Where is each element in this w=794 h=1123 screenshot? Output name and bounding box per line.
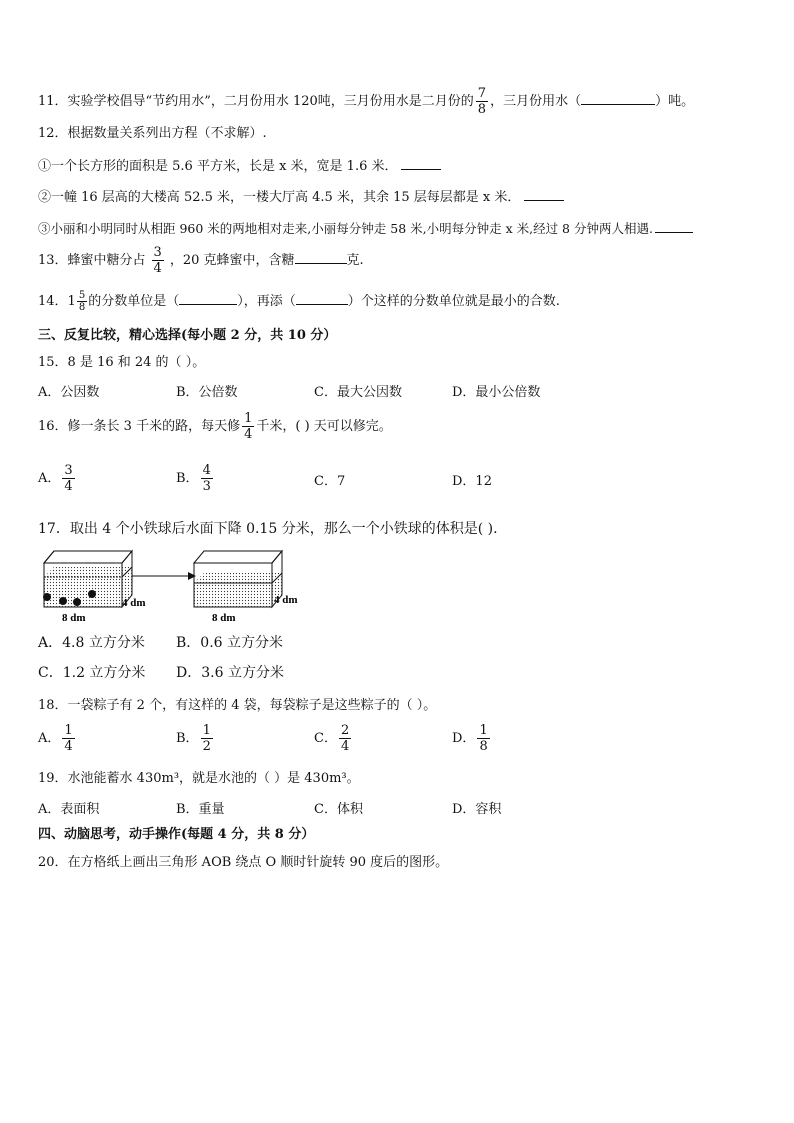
q14-fraction	[77, 290, 87, 313]
q18-option-d-label: D．	[452, 731, 476, 746]
tank-after-height-label: 4 dm	[274, 594, 298, 606]
q12-item-1-blank[interactable]	[401, 157, 441, 170]
q13-fraction	[152, 245, 164, 276]
q16-option-b[interactable]	[176, 463, 215, 494]
tank-before-icon	[44, 551, 133, 607]
q17-option-d[interactable]: D．3.6 立方分米	[176, 665, 284, 681]
q13-text-mid: ，20 克蜂蜜中，含糖	[169, 253, 295, 268]
q15-option-b[interactable]: B．公倍数	[176, 385, 238, 400]
q11-frac-denominator: 8	[477, 102, 487, 117]
section-3-heading: 三、反复比较，精心选择(每小题 2 分，共 10 分）	[38, 328, 337, 343]
q12-item-2-blank[interactable]	[524, 188, 564, 201]
q13-text-pre: 13．蜂蜜中糖分占	[38, 253, 146, 268]
q18-option-a-den: 4	[64, 739, 73, 754]
q14-text-mid: 的分数单位是（	[88, 294, 180, 309]
q12-item-3-text: ③小丽和小明同时从相距 960 米的两地相对走来,小丽每分钟走 58 米,小明每分钟走 x 米,经过 8 分钟两人相遇.	[38, 221, 653, 236]
q15-option-a[interactable]: A．公因数	[38, 385, 100, 400]
q11-fraction	[476, 86, 488, 117]
q12-item-2-text: ②一幢 16 层高的大楼高 52.5 米，一楼大厅高 4.5 米，其余 15 层每层都是 x 米．	[38, 190, 521, 205]
q15-option-c[interactable]: C．最大公因数	[314, 385, 402, 400]
q12-title: 12．根据数量关系列出方程（不求解）.	[38, 126, 267, 141]
q14-frac-denominator: 8	[78, 302, 86, 313]
q18-option-b-num: 1	[202, 723, 211, 738]
q19-stem: 19．水池能蓄水 430m³，就是水池的（ ）是 430m³。	[38, 771, 360, 786]
q18-stem: 18．一袋粽子有 2 个，有这样的 4 袋，每袋粽子是这些粽子的（ ）。	[38, 698, 437, 713]
q14-number: 14．	[38, 294, 68, 309]
q18-option-d-fraction	[477, 723, 489, 754]
tank-after-icon	[194, 551, 282, 607]
q16-stem	[38, 411, 392, 442]
q18-option-c-label: C．	[314, 731, 337, 746]
q16-option-c[interactable]: C．7	[314, 474, 346, 489]
q15-option-d[interactable]: D．最小公倍数	[452, 385, 541, 400]
q20-stem: 20．在方格纸上画出三角形 AOB 绕点 O 顺时针旋转 90 度后的图形。	[38, 855, 449, 870]
q19-option-c[interactable]: C．体积	[314, 802, 363, 817]
q16-text-pre: 16．修一条长 3 千米的路，每天修	[38, 419, 241, 434]
q19-option-d[interactable]: D．容积	[452, 802, 502, 817]
q16-text-post: 千米，( ) 天可以修完。	[256, 419, 392, 434]
q11-text-end: ）吨。	[655, 94, 695, 109]
q16-option-b-num: 4	[202, 463, 211, 478]
q16-option-d[interactable]: D．12	[452, 474, 492, 489]
q18-option-c-fraction	[339, 723, 351, 754]
q18-option-b-den: 2	[202, 739, 211, 754]
tank-after-width-label: 8 dm	[212, 612, 236, 624]
q16-option-a-den: 4	[64, 479, 73, 494]
q14-text-mid2: ），再添（	[237, 294, 296, 309]
q14-blank-1[interactable]	[179, 292, 237, 305]
q19-option-b[interactable]: B．重量	[176, 802, 225, 817]
q14-frac-numerator: 5	[78, 290, 86, 301]
q17-option-b[interactable]: B．0.6 立方分米	[176, 635, 284, 651]
q18-option-c-num: 2	[340, 723, 350, 738]
q16-option-b-fraction	[201, 463, 213, 494]
q13-frac-numerator: 3	[153, 245, 162, 260]
q18-option-d-num: 1	[479, 723, 488, 738]
q16-fraction	[242, 411, 254, 442]
q16-frac-denominator: 4	[244, 427, 253, 442]
q13-frac-denominator: 4	[153, 261, 162, 276]
tank-before-height-label: 4 dm	[122, 597, 146, 609]
q14-blank-2[interactable]	[296, 292, 348, 305]
section-4-heading: 四、动脑思考，动手操作(每题 4 分，共 8 分）	[38, 827, 315, 842]
q12-item-1-text: ①一个长方形的面积是 5.6 平方米，长是 x 米，宽是 1.6 米．	[38, 159, 398, 174]
q18-option-d[interactable]	[452, 723, 492, 754]
q16-option-a-num: 3	[64, 463, 73, 478]
q17-stem: 17．取出 4 个小铁球后水面下降 0.15 分米，那么一个小铁球的体积是( ).	[38, 521, 498, 537]
q18-option-b-label: B．	[176, 731, 199, 746]
q16-option-a-fraction	[62, 463, 74, 494]
q16-frac-numerator: 1	[244, 411, 253, 426]
q14-whole: 1	[67, 294, 76, 309]
q18-option-a[interactable]	[38, 723, 77, 754]
q16-option-a[interactable]	[38, 463, 77, 494]
question-14	[38, 290, 560, 313]
q18-option-c[interactable]	[314, 723, 353, 754]
q18-option-a-num: 1	[64, 723, 73, 738]
q13-text-post: 克.	[346, 253, 364, 268]
q11-frac-numerator: 7	[477, 86, 487, 101]
q18-option-a-fraction	[62, 723, 74, 754]
q17-tank-figure	[34, 545, 314, 625]
q18-option-a-label: A．	[38, 731, 61, 746]
q18-option-b-fraction	[201, 723, 213, 754]
q19-option-a[interactable]: A．表面积	[38, 802, 100, 817]
q12-item-3-blank[interactable]	[655, 220, 693, 233]
q15-stem: 15．8 是 16 和 24 的（ ）。	[38, 355, 206, 370]
q18-option-b[interactable]	[176, 723, 215, 754]
q17-option-a[interactable]: A．4.8 立方分米	[38, 635, 145, 651]
q13-answer-blank[interactable]	[295, 251, 347, 264]
q12-item-1	[38, 157, 441, 175]
q16-option-b-label: B．	[176, 471, 199, 486]
q11-text-post: ，三月份用水（	[490, 94, 582, 109]
q16-option-b-den: 3	[202, 479, 211, 494]
q12-item-3	[38, 220, 693, 237]
q18-option-c-den: 4	[340, 739, 350, 754]
q17-option-c[interactable]: C．1.2 立方分米	[38, 665, 146, 681]
q11-text-pre: 11．实验学校倡导“节约用水”，二月份用水 120吨，三月份用水是二月份的	[38, 94, 474, 109]
q16-option-a-label: A．	[38, 471, 61, 486]
question-11	[38, 86, 694, 117]
q11-answer-blank[interactable]	[581, 92, 655, 105]
question-13	[38, 245, 364, 276]
tank-before-width-label: 8 dm	[62, 612, 86, 624]
q14-text-post: ）个这样的分数单位就是最小的合数.	[347, 294, 560, 309]
q12-item-2	[38, 188, 564, 206]
right-arrow-icon	[132, 572, 196, 580]
q18-option-d-den: 8	[479, 739, 488, 754]
